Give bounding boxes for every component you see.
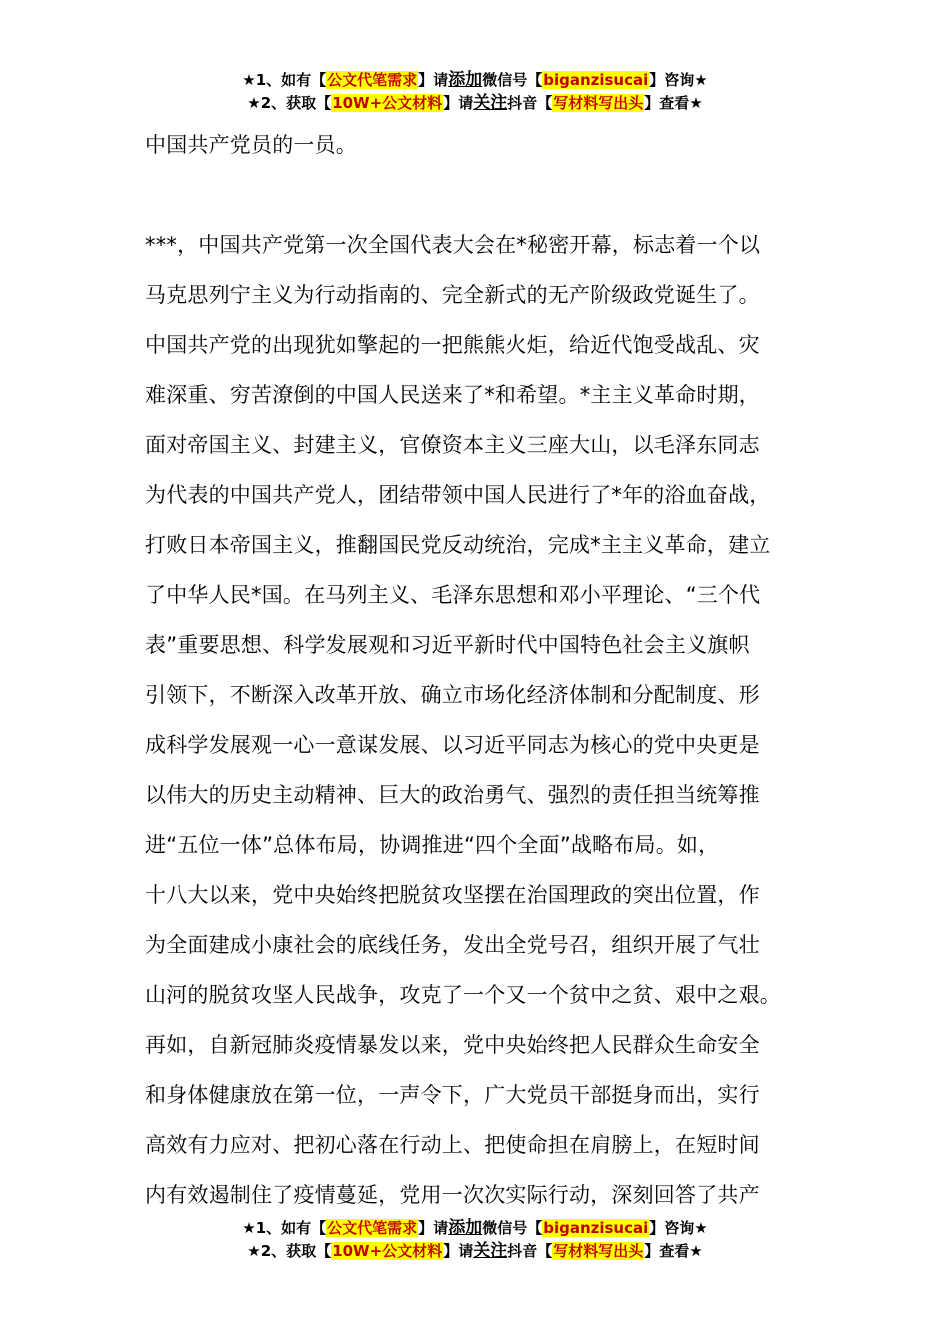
promo-wechat-id: biganzisucai bbox=[543, 71, 649, 89]
promo-line-2: ★2、获取【10W+公文材料】请关注抖音【写材料写出头】查看★ bbox=[247, 93, 703, 113]
text-line: 高效有力应对、把初心落在行动上、把使命担在肩膀上，在短时间 bbox=[145, 1133, 760, 1157]
promo-highlight: 10W+公文材料 bbox=[332, 94, 443, 112]
promo-douyin-id: 写材料写出头 bbox=[553, 1242, 644, 1260]
text-line: 马克思列宁主义为行动指南的、完全新式的无产阶级政党诞生了。 bbox=[145, 283, 760, 307]
text-line: 山河的脱贫攻坚人民战争，攻克了一个又一个贫中之贫、艰中之艰。 bbox=[145, 983, 781, 1007]
text-line: 内有效遏制住了疫情蔓延，党用一次次实际行动，深刻回答了共产 bbox=[145, 1183, 760, 1207]
text-line: 为代表的中国共产党人，团结带领中国人民进行了*年的浴血奋战， bbox=[145, 483, 771, 507]
text-line: 和身体健康放在第一位，一声令下，广大党员干部挺身而出，实行 bbox=[145, 1083, 760, 1107]
text-line: ***，中国共产党第一次全国代表大会在*秘密开幕，标志着一个以 bbox=[145, 233, 761, 257]
promo-line-1: ★1、如有【公文代笔需求】请添加微信号【biganzisucai】咨询★ bbox=[242, 70, 708, 90]
text-line: 以伟大的历史主动精神、巨大的政治勇气、强烈的责任担当统筹推 bbox=[145, 783, 760, 807]
text-line: 再如，自新冠肺炎疫情暴发以来，党中央始终把人民群众生命安全 bbox=[145, 1033, 760, 1057]
text-line: 引领下，不断深入改革开放、确立市场化经济体制和分配制度、形 bbox=[145, 683, 760, 707]
text-line: 表”重要思想、科学发展观和习近平新时代中国特色社会主义旗帜 bbox=[145, 633, 750, 657]
text-line: 为全面建成小康社会的底线任务，发出全党号召，组织开展了气壮 bbox=[145, 933, 760, 957]
continued-text bbox=[145, 120, 817, 170]
promo-highlight: 公文代笔需求 bbox=[327, 1219, 418, 1237]
text-line: 了中华人民*国。在马列主义、毛泽东思想和邓小平理论、“三个代 bbox=[145, 583, 761, 607]
text-line: 进“五位一体”总体布局，协调推进“四个全面”战略布局。如， bbox=[145, 833, 720, 857]
header-promo-banner bbox=[0, 69, 950, 115]
footer-promo-banner bbox=[0, 1217, 950, 1263]
promo-wechat-id: biganzisucai bbox=[543, 1219, 649, 1237]
text-line: 中国共产党的出现犹如擎起的一把熊熊火炬，给近代饱受战乱、灾 bbox=[145, 333, 760, 357]
promo-highlight: 10W+公文材料 bbox=[332, 1242, 443, 1260]
promo-highlight: 公文代笔需求 bbox=[327, 71, 418, 89]
promo-line-1: ★1、如有【公文代笔需求】请添加微信号【biganzisucai】咨询★ bbox=[242, 1218, 708, 1238]
promo-douyin-id: 写材料写出头 bbox=[553, 94, 644, 112]
document-paragraph bbox=[145, 220, 817, 1220]
text-line: 十八大以来，党中央始终把脱贫攻坚摆在治国理政的突出位置，作 bbox=[145, 883, 760, 907]
text-line: 面对帝国主义、封建主义，官僚资本主义三座大山，以毛泽东同志 bbox=[145, 433, 760, 457]
text-line: 中国共产党员的一员。 bbox=[145, 133, 357, 157]
promo-line-2: ★2、获取【10W+公文材料】请关注抖音【写材料写出头】查看★ bbox=[247, 1241, 703, 1261]
text-line: 成科学发展观一心一意谋发展、以习近平同志为核心的党中央更是 bbox=[145, 733, 760, 757]
text-line: 难深重、穷苦潦倒的中国人民送来了*和希望。*主主义革命时期， bbox=[145, 383, 760, 407]
text-line: 打败日本帝国主义，推翻国民党反动统治，完成*主主义革命，建立 bbox=[145, 533, 771, 557]
